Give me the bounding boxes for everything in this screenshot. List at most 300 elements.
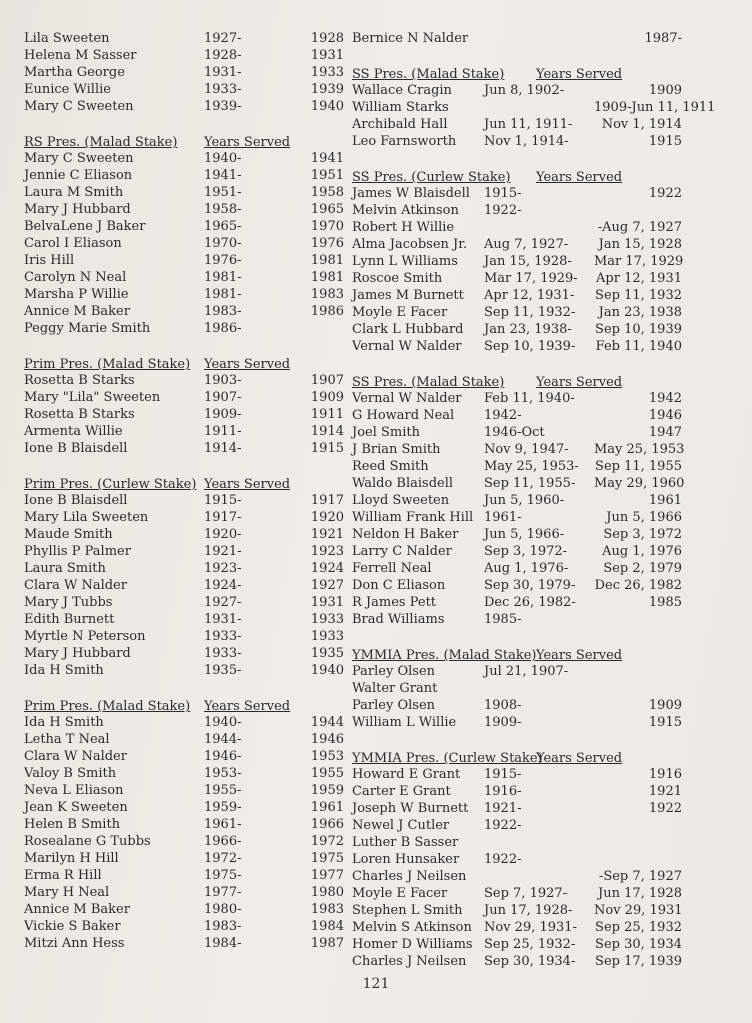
row-end: Sep 30, 1934 [595, 937, 682, 952]
roster-row [352, 834, 682, 851]
roster-row [24, 167, 364, 184]
row-name: J Brian Smith [352, 442, 441, 457]
roster-row [352, 82, 682, 99]
row-start: 1909- [484, 715, 522, 730]
row-end: 1933 [310, 65, 344, 80]
row-name: Armenta Willie [24, 424, 123, 439]
row-start: 1959- [204, 800, 242, 815]
roster-row [24, 440, 364, 457]
row-end: 1975 [310, 851, 344, 866]
row-start: 1907- [204, 390, 242, 405]
row-end: Jan 15, 1928 [598, 237, 682, 252]
row-end: 1921 [310, 527, 344, 542]
roster-row [352, 270, 682, 287]
row-name: Vernal W Nalder [352, 391, 462, 406]
roster-row [24, 867, 364, 884]
row-start: Aug 7, 1927- [484, 237, 569, 252]
roster-row [24, 645, 364, 662]
roster-row [352, 611, 682, 628]
roster-row [352, 560, 682, 577]
row-name: Charles J Neilsen [352, 869, 467, 884]
roster-row [24, 799, 364, 816]
roster-section [352, 30, 682, 47]
row-end: Sep 10, 1939 [595, 322, 682, 337]
row-start: 1983- [204, 304, 242, 319]
row-start: 1927- [204, 595, 242, 610]
row-end: 1981 [310, 253, 344, 268]
roster-row [24, 731, 364, 748]
row-name: Mary H Neal [24, 885, 110, 900]
row-start: Jan 23, 1938- [484, 322, 572, 337]
roster-row [352, 99, 716, 116]
row-end: 1928 [310, 31, 344, 46]
row-start: 1955- [204, 783, 242, 798]
roster-section [352, 65, 716, 150]
row-name: Valoy B Smith [24, 766, 117, 781]
page-number: 121 [362, 976, 390, 992]
roster-row [24, 252, 364, 269]
roster-row [24, 492, 364, 509]
row-start: 1986- [204, 321, 242, 336]
roster-row [352, 851, 682, 868]
roster-row [24, 748, 364, 765]
section-title: RS Pres. (Malad Stake) [24, 135, 178, 150]
row-end: 1986 [310, 304, 344, 319]
years-served-label: Years Served [536, 67, 623, 82]
roster-row [352, 219, 682, 236]
row-end: 1922 [648, 186, 682, 201]
row-start: Sep 10, 1939- [484, 339, 576, 354]
row-start: 1981- [204, 287, 242, 302]
row-start: 1983- [204, 919, 242, 934]
roster-row [352, 817, 682, 834]
left-column [24, 30, 364, 970]
row-start: Sep 30, 1979- [484, 578, 576, 593]
row-start: 1923- [204, 561, 242, 576]
row-name: Mary J Tubbs [24, 595, 113, 610]
row-end: 1980 [310, 885, 344, 900]
row-name: Alma Jacobsen Jr. [352, 237, 468, 252]
row-end: 1933 [310, 612, 344, 627]
row-name: William Starks [352, 100, 449, 115]
row-name: Eunice Willie [24, 82, 111, 97]
row-start: 1944- [204, 732, 242, 747]
row-end: 1987- [644, 31, 682, 46]
row-end: May 25, 1953 [594, 442, 685, 457]
roster-row [352, 407, 682, 424]
row-start: 1953- [204, 766, 242, 781]
row-end: 1920 [310, 510, 344, 525]
roster-row [24, 269, 364, 286]
roster-row [24, 98, 364, 115]
row-name: Lloyd Sweeten [352, 493, 450, 508]
row-end: 1940 [310, 663, 344, 678]
row-name: Newel J Cutler [352, 818, 450, 833]
row-start: 1981- [204, 270, 242, 285]
roster-row [24, 594, 364, 611]
roster-row [24, 782, 364, 799]
row-name: Mary "Lila" Sweeten [24, 390, 161, 405]
row-start: 1951- [204, 185, 242, 200]
roster-row [24, 509, 364, 526]
row-start: 1940- [204, 715, 242, 730]
row-end: 1961 [310, 800, 344, 815]
row-start: 1958- [204, 202, 242, 217]
row-name: BelvaLene J Baker [24, 219, 146, 234]
row-start: Mar 17, 1929- [484, 271, 578, 286]
roster-row [24, 201, 364, 218]
roster-row [352, 236, 682, 253]
row-start: 1946- [204, 749, 242, 764]
row-start: 1903- [204, 373, 242, 388]
row-name: Phyllis P Palmer [24, 544, 131, 559]
roster-row [352, 868, 682, 885]
row-name: Lynn L Williams [352, 254, 458, 269]
roster-row [24, 30, 364, 47]
roster-row [24, 628, 364, 645]
row-start: Jun 11, 1911- [484, 117, 573, 132]
row-name: Ione B Blaisdell [24, 441, 128, 456]
row-name: Howard E Grant [352, 767, 461, 782]
roster-row [24, 64, 364, 81]
row-start: Sep 3, 1972- [484, 544, 568, 559]
row-name: Carter E Grant [352, 784, 451, 799]
section-header [352, 65, 682, 82]
roster-row [24, 577, 364, 594]
section-header [24, 697, 364, 714]
row-name: Loren Hunsaker [352, 852, 460, 867]
row-end: Aug 1, 1976 [602, 544, 682, 559]
roster-row [24, 81, 364, 98]
row-end: 1915 [648, 715, 682, 730]
row-start: 1922- [484, 818, 522, 833]
row-start: 1980- [204, 902, 242, 917]
roster-row [352, 441, 685, 458]
row-name: Myrtle N Peterson [24, 629, 146, 644]
roster-row [352, 902, 682, 919]
row-name: Marsha P Willie [24, 287, 129, 302]
roster-row [352, 697, 682, 714]
roster-row [24, 543, 364, 560]
row-name: Rosealane G Tubbs [24, 834, 151, 849]
roster-row [352, 783, 682, 800]
row-start: Jul 21, 1907- [484, 664, 569, 679]
row-start: 1984- [204, 936, 242, 951]
roster-row [24, 560, 364, 577]
row-name: Neldon H Baker [352, 527, 459, 542]
row-end: 1958 [310, 185, 344, 200]
row-name: Neva L Eliason [24, 783, 124, 798]
roster-row [352, 509, 682, 526]
row-start: Sep 7, 1927- [484, 886, 568, 901]
roster-row [24, 320, 364, 337]
row-start: 1965- [204, 219, 242, 234]
years-served-label: Years Served [536, 375, 623, 390]
row-end: 1931 [310, 595, 344, 610]
row-name: Mary C Sweeten [24, 151, 134, 166]
row-start: 1966- [204, 834, 242, 849]
row-end: 1984 [310, 919, 344, 934]
roster-section [352, 646, 682, 731]
roster-row [352, 253, 682, 270]
years-served-label: Years Served [536, 648, 623, 663]
years-served-label: Years Served [536, 751, 623, 766]
row-name: Melvin S Atkinson [352, 920, 472, 935]
row-start: 1933- [204, 82, 242, 97]
row-start: 1911- [204, 424, 242, 439]
row-end: -Sep 7, 1927 [598, 869, 682, 884]
row-start: Sep 11, 1955- [484, 476, 576, 491]
roster-row [24, 714, 364, 731]
row-end: 1942 [648, 391, 682, 406]
row-name: Bernice N Nalder [352, 31, 469, 46]
roster-row [24, 389, 364, 406]
row-name: Edith Burnett [24, 612, 115, 627]
section-header [352, 646, 682, 663]
row-name: Parley Olsen [352, 664, 436, 679]
row-start: Dec 26, 1982- [484, 595, 576, 610]
roster-row [352, 304, 682, 321]
years-served-label: Years Served [536, 170, 623, 185]
row-end: 1939 [310, 82, 344, 97]
years-served-label: Years Served [204, 699, 291, 714]
row-end: 1966 [310, 817, 344, 832]
row-name: Martha George [24, 65, 125, 80]
row-start: 1961- [204, 817, 242, 832]
row-start: 1942- [484, 408, 522, 423]
row-start: 1915- [204, 493, 242, 508]
row-end: Feb 11, 1940 [595, 339, 682, 354]
row-name: Brad Williams [352, 612, 445, 627]
roster-row [352, 543, 682, 560]
row-name: Parley Olsen [352, 698, 436, 713]
section-title: Prim Pres. (Malad Stake) [24, 357, 191, 372]
row-start: Apr 12, 1931- [484, 288, 575, 303]
row-end: 1911 [310, 407, 344, 422]
row-name: Stephen L Smith [352, 903, 463, 918]
row-name: Clara W Nalder [24, 578, 127, 593]
row-name: Clara W Nalder [24, 749, 127, 764]
roster-row [24, 235, 364, 252]
row-start: 1915- [484, 186, 522, 201]
row-end: 1922 [648, 801, 682, 816]
row-name: Marilyn H Hill [24, 851, 119, 866]
row-start: 1915- [484, 767, 522, 782]
row-start: Jun 5, 1966- [484, 527, 565, 542]
row-name: Mitzi Ann Hess [24, 936, 125, 951]
row-name: James M Burnett [352, 288, 464, 303]
row-end: 1955 [310, 766, 344, 781]
row-start: 1977- [204, 885, 242, 900]
row-name: Archibald Hall [352, 117, 448, 132]
row-start: 1931- [204, 612, 242, 627]
row-start: 1970- [204, 236, 242, 251]
row-start: Nov 1, 1914- [484, 134, 569, 149]
row-end: May 29, 1960 [594, 476, 685, 491]
section-header [352, 749, 682, 766]
row-start: 1972- [204, 851, 242, 866]
row-name: Roscoe Smith [352, 271, 443, 286]
roster-row [352, 577, 682, 594]
row-start: Jun 17, 1928- [484, 903, 573, 918]
section-title: SS Pres. (Malad Stake) [352, 67, 505, 82]
roster-section [352, 168, 682, 355]
roster-row [352, 885, 682, 902]
row-end: 1916 [648, 767, 682, 782]
row-name: Walter Grant [352, 681, 438, 696]
roster-row [352, 202, 682, 219]
roster-row [24, 372, 364, 389]
section-title: YMMIA Pres. (Malad Stake) [352, 648, 537, 663]
roster-section [24, 30, 364, 115]
roster-row [24, 901, 364, 918]
row-end: Dec 26, 1982 [594, 578, 682, 593]
row-name: Ione B Blaisdell [24, 493, 128, 508]
roster-row [352, 185, 682, 202]
row-start: 1920- [204, 527, 242, 542]
row-name: Vickie S Baker [24, 919, 121, 934]
roster-row [24, 935, 364, 952]
row-start: Nov 9, 1947- [484, 442, 569, 457]
row-end: Sep 25, 1932 [595, 920, 682, 935]
row-name: Carol I Eliason [24, 236, 122, 251]
row-start: 1924- [204, 578, 242, 593]
roster-row [352, 492, 682, 509]
row-end: 1935 [310, 646, 344, 661]
row-end: Mar 17, 1929 [594, 254, 684, 269]
row-end: 1923 [310, 544, 344, 559]
row-name: Mary J Hubbard [24, 202, 131, 217]
row-name: Rosetta B Starks [24, 407, 135, 422]
row-name: Homer D Williams [352, 937, 473, 952]
row-name: Don C Eliason [352, 578, 446, 593]
row-name: R James Pett [352, 595, 437, 610]
row-start: 1935- [204, 663, 242, 678]
row-end: Nov 1, 1914 [601, 117, 682, 132]
row-start: 1921- [204, 544, 242, 559]
row-end: 1917 [310, 493, 344, 508]
row-end: 1914 [310, 424, 344, 439]
row-start: 1961- [484, 510, 522, 525]
row-end: Sep 3, 1972 [603, 527, 682, 542]
row-name: Annice M Baker [24, 304, 130, 319]
row-end: 1985 [648, 595, 682, 610]
roster-row [352, 714, 682, 731]
row-start: 1985- [484, 612, 522, 627]
row-start: May 25, 1953- [484, 459, 579, 474]
row-name: Ida H Smith [24, 663, 104, 678]
row-end: Apr 12, 1931 [596, 271, 682, 286]
row-end: 1907 [310, 373, 344, 388]
roster-row [24, 833, 364, 850]
row-end: 1977 [310, 868, 344, 883]
row-name: Moyle E Facer [352, 886, 448, 901]
row-name: Clark L Hubbard [352, 322, 464, 337]
row-start: 1916- [484, 784, 522, 799]
section-title: Prim Pres. (Curlew Stake) [24, 477, 197, 492]
roster-row [24, 286, 364, 303]
row-end: 1909 [648, 83, 682, 98]
row-name: Robert H Willie [352, 220, 455, 235]
roster-row [352, 458, 682, 475]
roster-row [352, 338, 682, 355]
row-start: Sep 25, 1932- [484, 937, 576, 952]
row-end: 1951 [310, 168, 344, 183]
section-header [352, 373, 682, 390]
roster-row [352, 475, 685, 492]
row-name: Joseph W Burnett [352, 801, 469, 816]
row-end: 1909-Jun 11, 1911 [594, 100, 716, 115]
roster-row [24, 662, 364, 679]
row-name: James W Blaisdell [352, 186, 470, 201]
row-start: 1975- [204, 868, 242, 883]
row-end: 1909 [310, 390, 344, 405]
row-name: William L Willie [352, 715, 457, 730]
row-end: 1915 [648, 134, 682, 149]
row-name: Jennie C Eliason [24, 168, 133, 183]
roster-row [352, 663, 682, 680]
roster-row [352, 594, 682, 611]
roster-row [352, 953, 682, 970]
row-name: Annice M Baker [24, 902, 130, 917]
roster-row [24, 303, 364, 320]
row-name: Mary C Sweeten [24, 99, 134, 114]
roster-row [352, 30, 682, 47]
row-name: Melvin Atkinson [352, 203, 459, 218]
row-name: Letha T Neal [24, 732, 110, 747]
row-end: 1927 [310, 578, 344, 593]
roster-row [24, 406, 364, 423]
row-end: Sep 11, 1932 [595, 288, 682, 303]
roster-row [24, 884, 364, 901]
row-name: Laura M Smith [24, 185, 124, 200]
row-end: 1944 [310, 715, 344, 730]
row-start: Sep 30, 1934- [484, 954, 576, 969]
row-start: Jun 5, 1960- [484, 493, 565, 508]
row-start: 1927- [204, 31, 242, 46]
roster-row [352, 936, 682, 953]
row-end: 1909 [648, 698, 682, 713]
row-end: 1976 [310, 236, 344, 251]
roster-row [24, 918, 364, 935]
row-name: Ida H Smith [24, 715, 104, 730]
row-name: Wallace Cragin [352, 83, 452, 98]
row-name: Luther B Sasser [352, 835, 459, 850]
row-name: Jean K Sweeten [24, 800, 128, 815]
row-name: Helen B Smith [24, 817, 121, 832]
row-start: 1939- [204, 99, 242, 114]
row-start: 1922- [484, 852, 522, 867]
row-end: 1921 [648, 784, 682, 799]
row-start: 1946-Oct [484, 425, 545, 440]
row-start: Aug 1, 1976- [484, 561, 569, 576]
row-name: Carolyn N Neal [24, 270, 127, 285]
row-start: 1940- [204, 151, 242, 166]
roster-row [352, 526, 682, 543]
roster-row [352, 919, 682, 936]
right-column [352, 30, 716, 988]
roster-row [352, 424, 682, 441]
row-start: Nov 29, 1931- [484, 920, 577, 935]
row-start: 1914- [204, 441, 242, 456]
row-end: Jan 23, 1938 [598, 305, 682, 320]
row-end: Sep 17, 1939 [595, 954, 682, 969]
section-title: SS Pres. (Curlew Stake) [352, 170, 511, 185]
row-start: 1941- [204, 168, 242, 183]
row-end: 1931 [310, 48, 344, 63]
row-end: 1953 [310, 749, 344, 764]
row-start: Jan 15, 1928- [484, 254, 572, 269]
